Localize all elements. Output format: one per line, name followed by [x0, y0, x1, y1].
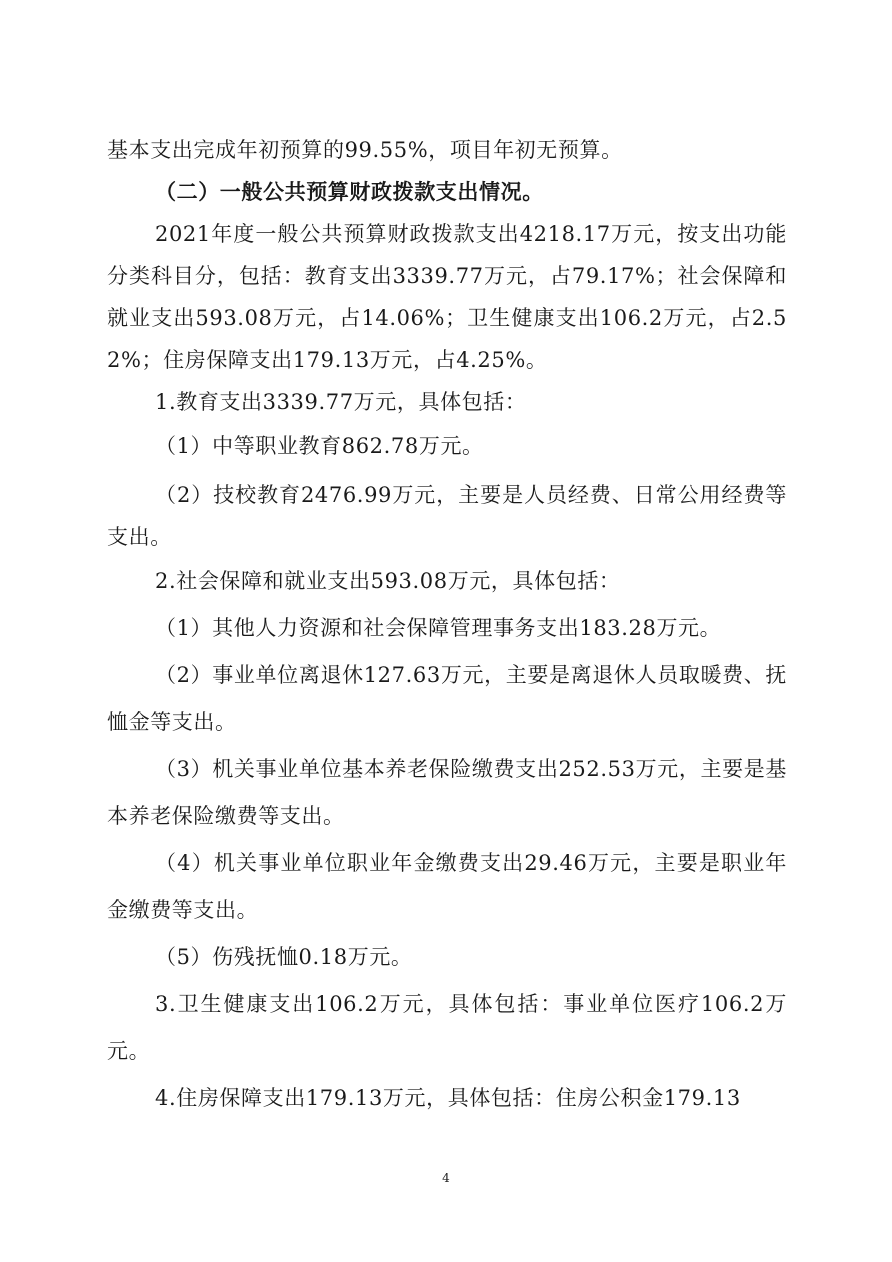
paragraph-secondary-vocational: （1）中等职业教育862.78万元。	[155, 434, 484, 458]
paragraph-occupational-annuity: （4）机关事业单位职业年金缴费支出29.46万元，主要是职业年金缴费等支出。	[107, 851, 787, 922]
body-text	[107, 129, 787, 1122]
paragraph-technical-school: （2）技校教育2476.99万元，主要是人员经费、日常公用经费等支出。	[107, 483, 787, 549]
paragraph-other-hr-affairs: （1）其他人力资源和社会保障管理事务支出183.28万元。	[155, 616, 722, 640]
page-number: 4	[442, 1171, 450, 1185]
paragraph-health-expenditure: 3.卫生健康支出106.2万元，具体包括：事业单位医疗106.2万元。	[107, 992, 787, 1063]
paragraph-total-expenditure: 2021年度一般公共预算财政拨款支出4218.17万元，按支出功能分类科目分，包括：教育支出3339.77万元，占79.17%；社会保障和就业支出593.08万元，占14.06%；卫生健康支出106.2万元，占2.52%；住房保障支出179.13万元，占4.25%。	[107, 222, 787, 372]
paragraph-pension-insurance: （3）机关事业单位基本养老保险缴费支出252.53万元，主要是基本养老保险缴费等支出。	[107, 757, 787, 828]
paragraph-retirement: （2）事业单位离退休127.63万元，主要是离退休人员取暖费、抚恤金等支出。	[107, 663, 787, 734]
paragraph-disability-pension: （5）伤残抚恤0.18万元。	[155, 945, 413, 969]
paragraph-social-security-heading: 2.社会保障和就业支出593.08万元，具体包括：	[155, 569, 621, 593]
paragraph-education-heading: 1.教育支出3339.77万元，具体包括：	[155, 390, 527, 414]
paragraph-housing-expenditure: 4.住房保障支出179.13万元，具体包括：住房公积金179.13	[155, 1086, 741, 1110]
section-heading-general-budget: （二）一般公共预算财政拨款支出情况。	[155, 179, 544, 204]
paragraph-basic-expenditure: 基本支出完成年初预算的99.55%，项目年初无预算。	[107, 138, 623, 162]
